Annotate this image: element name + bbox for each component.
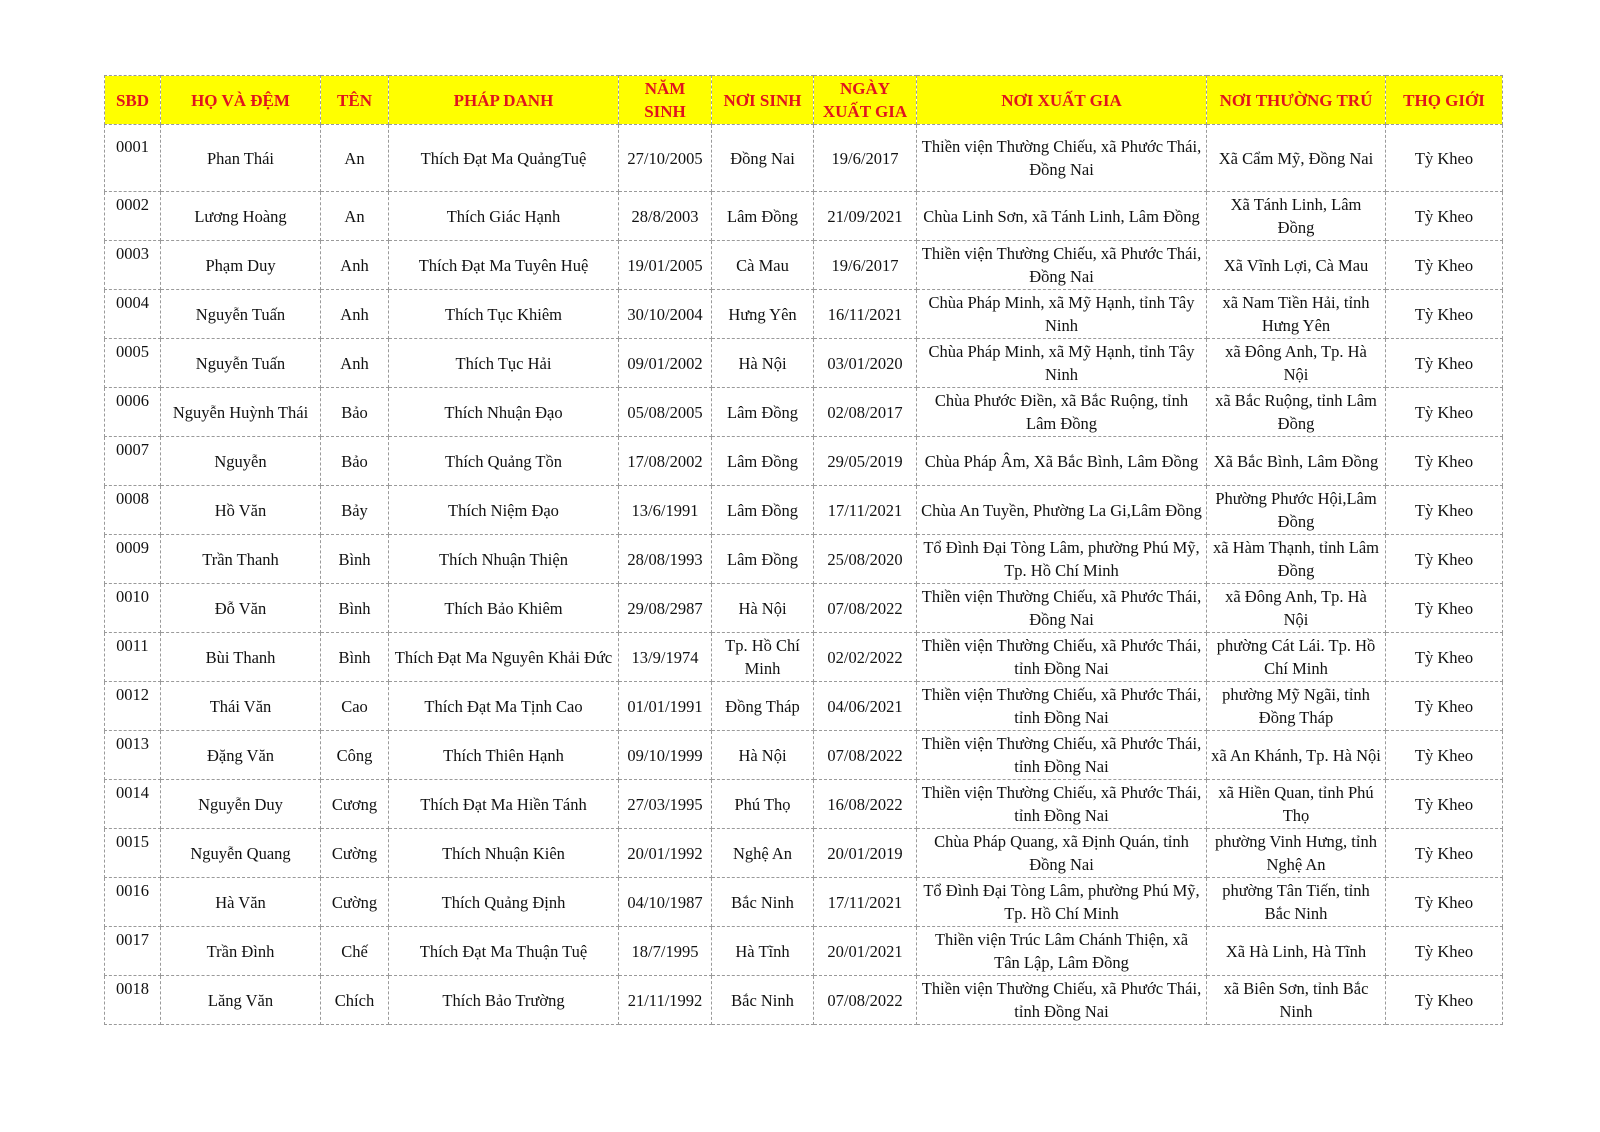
cell-noi-xuat-gia: Thiền viện Thường Chiếu, xã Phước Thái, tỉnh Đồng Nai: [917, 682, 1207, 731]
table-row: [105, 780, 1503, 829]
cell-phap-danh: Thích Đạt Ma Tuyên Huệ: [389, 241, 619, 290]
cell-ten: Bình: [321, 584, 389, 633]
cell-noi-sinh: Hà Nội: [712, 339, 814, 388]
cell-nam-sinh: 21/11/1992: [619, 976, 712, 1025]
cell-noi-xuat-gia: Chùa Pháp Quang, xã Định Quán, tỉnh Đồng Nai: [917, 829, 1207, 878]
header-nam-sinh: NĂM SINH: [619, 76, 712, 125]
cell-noi-thuong-tru: Xã Cẩm Mỹ, Đồng Nai: [1207, 125, 1386, 192]
cell-ten: Anh: [321, 241, 389, 290]
cell-sbd: 0014: [105, 780, 161, 829]
cell-noi-sinh: Tp. Hồ Chí Minh: [712, 633, 814, 682]
cell-noi-sinh: Lâm Đồng: [712, 535, 814, 584]
cell-ngay-xuat-gia: 19/6/2017: [814, 241, 917, 290]
table-row: [105, 535, 1503, 584]
cell-noi-thuong-tru: xã Nam Tiền Hải, tỉnh Hưng Yên: [1207, 290, 1386, 339]
cell-ngay-xuat-gia: 16/11/2021: [814, 290, 917, 339]
cell-tho-gioi: Tỳ Kheo: [1386, 780, 1503, 829]
cell-sbd: 0011: [105, 633, 161, 682]
cell-nam-sinh: 09/01/2002: [619, 339, 712, 388]
cell-noi-sinh: Đồng Tháp: [712, 682, 814, 731]
cell-sbd: 0016: [105, 878, 161, 927]
cell-ten: Bảy: [321, 486, 389, 535]
cell-ho-dem: Thái Văn: [161, 682, 321, 731]
cell-noi-xuat-gia: Tổ Đình Đại Tòng Lâm, phường Phú Mỹ, Tp. Hồ Chí Minh: [917, 535, 1207, 584]
cell-ten: An: [321, 192, 389, 241]
cell-nam-sinh: 27/10/2005: [619, 125, 712, 192]
cell-phap-danh: Thích Nhuận Đạo: [389, 388, 619, 437]
cell-ten: Anh: [321, 290, 389, 339]
cell-noi-xuat-gia: Thiền viện Thường Chiếu, xã Phước Thái, Đồng Nai: [917, 584, 1207, 633]
cell-ngay-xuat-gia: 04/06/2021: [814, 682, 917, 731]
cell-tho-gioi: Tỳ Kheo: [1386, 125, 1503, 192]
cell-sbd: 0001: [105, 125, 161, 192]
cell-sbd: 0013: [105, 731, 161, 780]
cell-nam-sinh: 28/08/1993: [619, 535, 712, 584]
header-phap-danh: PHÁP DANH: [389, 76, 619, 125]
cell-nam-sinh: 30/10/2004: [619, 290, 712, 339]
table-row: [105, 486, 1503, 535]
cell-nam-sinh: 05/08/2005: [619, 388, 712, 437]
cell-ten: Bình: [321, 535, 389, 584]
cell-noi-thuong-tru: xã Đông Anh, Tp. Hà Nội: [1207, 339, 1386, 388]
cell-noi-sinh: Lâm Đồng: [712, 192, 814, 241]
cell-ho-dem: Trần Đình: [161, 927, 321, 976]
cell-ho-dem: Phan Thái: [161, 125, 321, 192]
cell-ten: Bình: [321, 633, 389, 682]
cell-nam-sinh: 09/10/1999: [619, 731, 712, 780]
cell-nam-sinh: 13/9/1974: [619, 633, 712, 682]
table-header-row: [105, 76, 1503, 125]
cell-ten: Cao: [321, 682, 389, 731]
cell-noi-xuat-gia: Tổ Đình Đại Tòng Lâm, phường Phú Mỹ, Tp. Hồ Chí Minh: [917, 878, 1207, 927]
header-sbd: SBD: [105, 76, 161, 125]
cell-phap-danh: Thích Đạt Ma Hiền Tánh: [389, 780, 619, 829]
cell-ten: Anh: [321, 339, 389, 388]
cell-ho-dem: Nguyễn Quang: [161, 829, 321, 878]
cell-sbd: 0012: [105, 682, 161, 731]
table-row: [105, 339, 1503, 388]
cell-tho-gioi: Tỳ Kheo: [1386, 437, 1503, 486]
cell-tho-gioi: Tỳ Kheo: [1386, 878, 1503, 927]
cell-ngay-xuat-gia: 25/08/2020: [814, 535, 917, 584]
cell-ngay-xuat-gia: 07/08/2022: [814, 584, 917, 633]
cell-tho-gioi: Tỳ Kheo: [1386, 927, 1503, 976]
cell-ten: Chế: [321, 927, 389, 976]
cell-phap-danh: Thích Tục Khiêm: [389, 290, 619, 339]
cell-noi-thuong-tru: Xã Hà Linh, Hà Tĩnh: [1207, 927, 1386, 976]
cell-noi-thuong-tru: xã Hàm Thạnh, tỉnh Lâm Đồng: [1207, 535, 1386, 584]
table-row: [105, 976, 1503, 1025]
cell-noi-sinh: Hưng Yên: [712, 290, 814, 339]
cell-noi-sinh: Hà Tĩnh: [712, 927, 814, 976]
table-row: [105, 927, 1503, 976]
table-row: [105, 192, 1503, 241]
table-body: [105, 125, 1503, 1025]
cell-ho-dem: Phạm Duy: [161, 241, 321, 290]
cell-phap-danh: Thích Giác Hạnh: [389, 192, 619, 241]
cell-ngay-xuat-gia: 29/05/2019: [814, 437, 917, 486]
cell-phap-danh: Thích Nhuận Thiện: [389, 535, 619, 584]
cell-sbd: 0015: [105, 829, 161, 878]
cell-nam-sinh: 20/01/1992: [619, 829, 712, 878]
header-noi-thuong-tru: NƠI THƯỜNG TRÚ: [1207, 76, 1386, 125]
cell-noi-sinh: Nghệ An: [712, 829, 814, 878]
cell-phap-danh: Thích Bảo Khiêm: [389, 584, 619, 633]
cell-phap-danh: Thích Đạt Ma QuảngTuệ: [389, 125, 619, 192]
cell-ngay-xuat-gia: 07/08/2022: [814, 976, 917, 1025]
cell-noi-sinh: Lâm Đồng: [712, 437, 814, 486]
cell-ten: Cường: [321, 829, 389, 878]
table-row: [105, 878, 1503, 927]
cell-ho-dem: Đỗ Văn: [161, 584, 321, 633]
cell-noi-thuong-tru: xã Biên Sơn, tỉnh Bắc Ninh: [1207, 976, 1386, 1025]
cell-tho-gioi: Tỳ Kheo: [1386, 584, 1503, 633]
candidate-table: [104, 75, 1503, 1025]
cell-noi-sinh: Bắc Ninh: [712, 878, 814, 927]
cell-ho-dem: Nguyễn: [161, 437, 321, 486]
cell-tho-gioi: Tỳ Kheo: [1386, 633, 1503, 682]
cell-noi-xuat-gia: Thiền viện Thường Chiếu, xã Phước Thái, Đồng Nai: [917, 241, 1207, 290]
cell-noi-thuong-tru: xã An Khánh, Tp. Hà Nội: [1207, 731, 1386, 780]
cell-ten: Chích: [321, 976, 389, 1025]
cell-noi-thuong-tru: Xã Bắc Bình, Lâm Đồng: [1207, 437, 1386, 486]
table-row: [105, 633, 1503, 682]
cell-noi-sinh: Phú Thọ: [712, 780, 814, 829]
header-noi-sinh: NƠI SINH: [712, 76, 814, 125]
cell-ngay-xuat-gia: 07/08/2022: [814, 731, 917, 780]
table-row: [105, 829, 1503, 878]
table-row: [105, 125, 1503, 192]
cell-ngay-xuat-gia: 16/08/2022: [814, 780, 917, 829]
cell-phap-danh: Thích Nhuận Kiên: [389, 829, 619, 878]
cell-noi-sinh: Đồng Nai: [712, 125, 814, 192]
cell-noi-xuat-gia: Thiền viện Thường Chiếu, xã Phước Thái, tỉnh Đồng Nai: [917, 780, 1207, 829]
cell-noi-thuong-tru: Xã Tánh Linh, Lâm Đồng: [1207, 192, 1386, 241]
cell-sbd: 0006: [105, 388, 161, 437]
cell-noi-thuong-tru: xã Bắc Ruộng, tỉnh Lâm Đồng: [1207, 388, 1386, 437]
cell-noi-thuong-tru: phường Tân Tiến, tỉnh Bắc Ninh: [1207, 878, 1386, 927]
table-row: [105, 731, 1503, 780]
cell-noi-sinh: Lâm Đồng: [712, 486, 814, 535]
cell-nam-sinh: 13/6/1991: [619, 486, 712, 535]
cell-ngay-xuat-gia: 02/02/2022: [814, 633, 917, 682]
cell-nam-sinh: 17/08/2002: [619, 437, 712, 486]
cell-tho-gioi: Tỳ Kheo: [1386, 339, 1503, 388]
cell-phap-danh: Thích Đạt Ma Tịnh Cao: [389, 682, 619, 731]
cell-nam-sinh: 29/08/2987: [619, 584, 712, 633]
cell-noi-thuong-tru: phường Cát Lái. Tp. Hồ Chí Minh: [1207, 633, 1386, 682]
cell-ngay-xuat-gia: 19/6/2017: [814, 125, 917, 192]
cell-phap-danh: Thích Quảng Định: [389, 878, 619, 927]
cell-ho-dem: Lương Hoàng: [161, 192, 321, 241]
cell-noi-thuong-tru: Phường Phước Hội,Lâm Đồng: [1207, 486, 1386, 535]
cell-tho-gioi: Tỳ Kheo: [1386, 976, 1503, 1025]
header-noi-xuat-gia: NƠI XUẤT GIA: [917, 76, 1207, 125]
cell-noi-thuong-tru: xã Đông Anh, Tp. Hà Nội: [1207, 584, 1386, 633]
cell-nam-sinh: 18/7/1995: [619, 927, 712, 976]
cell-ngay-xuat-gia: 20/01/2021: [814, 927, 917, 976]
cell-ngay-xuat-gia: 02/08/2017: [814, 388, 917, 437]
cell-phap-danh: Thích Đạt Ma Thuận Tuệ: [389, 927, 619, 976]
cell-ngay-xuat-gia: 21/09/2021: [814, 192, 917, 241]
cell-tho-gioi: Tỳ Kheo: [1386, 682, 1503, 731]
cell-sbd: 0009: [105, 535, 161, 584]
cell-tho-gioi: Tỳ Kheo: [1386, 388, 1503, 437]
cell-tho-gioi: Tỳ Kheo: [1386, 535, 1503, 584]
cell-ten: Bảo: [321, 437, 389, 486]
cell-noi-sinh: Hà Nội: [712, 731, 814, 780]
cell-nam-sinh: 28/8/2003: [619, 192, 712, 241]
cell-tho-gioi: Tỳ Kheo: [1386, 731, 1503, 780]
cell-sbd: 0005: [105, 339, 161, 388]
cell-ho-dem: Hà Văn: [161, 878, 321, 927]
cell-noi-thuong-tru: phường Vinh Hưng, tỉnh Nghệ An: [1207, 829, 1386, 878]
cell-noi-thuong-tru: Xã Vĩnh Lợi, Cà Mau: [1207, 241, 1386, 290]
table-row: [105, 290, 1503, 339]
cell-ten: Cương: [321, 780, 389, 829]
cell-tho-gioi: Tỳ Kheo: [1386, 290, 1503, 339]
cell-sbd: 0017: [105, 927, 161, 976]
cell-sbd: 0002: [105, 192, 161, 241]
cell-ten: Bảo: [321, 388, 389, 437]
cell-noi-xuat-gia: Chùa Pháp Minh, xã Mỹ Hạnh, tỉnh Tây Ninh: [917, 339, 1207, 388]
cell-ho-dem: Đặng Văn: [161, 731, 321, 780]
cell-nam-sinh: 27/03/1995: [619, 780, 712, 829]
cell-nam-sinh: 04/10/1987: [619, 878, 712, 927]
header-ten: TÊN: [321, 76, 389, 125]
cell-ngay-xuat-gia: 03/01/2020: [814, 339, 917, 388]
cell-noi-xuat-gia: Thiền viện Thường Chiếu, xã Phước Thái, tỉnh Đồng Nai: [917, 633, 1207, 682]
cell-ten: An: [321, 125, 389, 192]
table-row: [105, 437, 1503, 486]
header-ngay-xuat-gia: NGÀY XUẤT GIA: [814, 76, 917, 125]
table-row: [105, 584, 1503, 633]
cell-noi-xuat-gia: Thiền viện Trúc Lâm Chánh Thiện, xã Tân Lập, Lâm Đồng: [917, 927, 1207, 976]
cell-noi-xuat-gia: Chùa Pháp Minh, xã Mỹ Hạnh, tỉnh Tây Ninh: [917, 290, 1207, 339]
cell-ho-dem: Nguyễn Tuấn: [161, 290, 321, 339]
cell-sbd: 0008: [105, 486, 161, 535]
cell-ho-dem: Lăng Văn: [161, 976, 321, 1025]
cell-sbd: 0010: [105, 584, 161, 633]
header-ho-dem: HỌ VÀ ĐỆM: [161, 76, 321, 125]
cell-ho-dem: Nguyễn Tuấn: [161, 339, 321, 388]
cell-phap-danh: Thích Quảng Tồn: [389, 437, 619, 486]
cell-tho-gioi: Tỳ Kheo: [1386, 486, 1503, 535]
cell-ngay-xuat-gia: 17/11/2021: [814, 878, 917, 927]
header-tho-gioi: THỌ GIỚI: [1386, 76, 1503, 125]
cell-ten: Công: [321, 731, 389, 780]
cell-ngay-xuat-gia: 17/11/2021: [814, 486, 917, 535]
cell-noi-sinh: Hà Nội: [712, 584, 814, 633]
cell-noi-xuat-gia: Chùa Phước Điền, xã Bắc Ruộng, tỉnh Lâm Đồng: [917, 388, 1207, 437]
cell-ho-dem: Hồ Văn: [161, 486, 321, 535]
cell-nam-sinh: 01/01/1991: [619, 682, 712, 731]
cell-noi-sinh: Bắc Ninh: [712, 976, 814, 1025]
cell-noi-xuat-gia: Chùa Linh Sơn, xã Tánh Linh, Lâm Đồng: [917, 192, 1207, 241]
cell-phap-danh: Thích Tục Hải: [389, 339, 619, 388]
cell-phap-danh: Thích Bảo Trường: [389, 976, 619, 1025]
cell-noi-xuat-gia: Chùa Pháp Âm, Xã Bắc Bình, Lâm Đồng: [917, 437, 1207, 486]
cell-phap-danh: Thích Thiên Hạnh: [389, 731, 619, 780]
cell-noi-sinh: Lâm Đồng: [712, 388, 814, 437]
cell-tho-gioi: Tỳ Kheo: [1386, 192, 1503, 241]
cell-noi-xuat-gia: Thiền viện Thường Chiếu, xã Phước Thái, tỉnh Đồng Nai: [917, 731, 1207, 780]
cell-ho-dem: Nguyễn Huỳnh Thái: [161, 388, 321, 437]
cell-tho-gioi: Tỳ Kheo: [1386, 241, 1503, 290]
cell-sbd: 0004: [105, 290, 161, 339]
cell-sbd: 0007: [105, 437, 161, 486]
cell-noi-thuong-tru: xã Hiền Quan, tỉnh Phú Thọ: [1207, 780, 1386, 829]
cell-tho-gioi: Tỳ Kheo: [1386, 829, 1503, 878]
cell-phap-danh: Thích Đạt Ma Nguyên Khải Đức: [389, 633, 619, 682]
cell-noi-xuat-gia: Thiền viện Thường Chiếu, xã Phước Thái, tỉnh Đồng Nai: [917, 976, 1207, 1025]
cell-sbd: 0018: [105, 976, 161, 1025]
table-row: [105, 388, 1503, 437]
cell-sbd: 0003: [105, 241, 161, 290]
cell-ho-dem: Trần Thanh: [161, 535, 321, 584]
cell-noi-thuong-tru: phường Mỹ Ngãi, tỉnh Đồng Tháp: [1207, 682, 1386, 731]
cell-ho-dem: Bùi Thanh: [161, 633, 321, 682]
cell-noi-sinh: Cà Mau: [712, 241, 814, 290]
cell-ho-dem: Nguyễn Duy: [161, 780, 321, 829]
cell-nam-sinh: 19/01/2005: [619, 241, 712, 290]
table-row: [105, 682, 1503, 731]
table-row: [105, 241, 1503, 290]
cell-ngay-xuat-gia: 20/01/2019: [814, 829, 917, 878]
cell-noi-xuat-gia: Thiền viện Thường Chiếu, xã Phước Thái, Đồng Nai: [917, 125, 1207, 192]
cell-phap-danh: Thích Niệm Đạo: [389, 486, 619, 535]
cell-ten: Cường: [321, 878, 389, 927]
cell-noi-xuat-gia: Chùa An Tuyền, Phường La Gi,Lâm Đồng: [917, 486, 1207, 535]
